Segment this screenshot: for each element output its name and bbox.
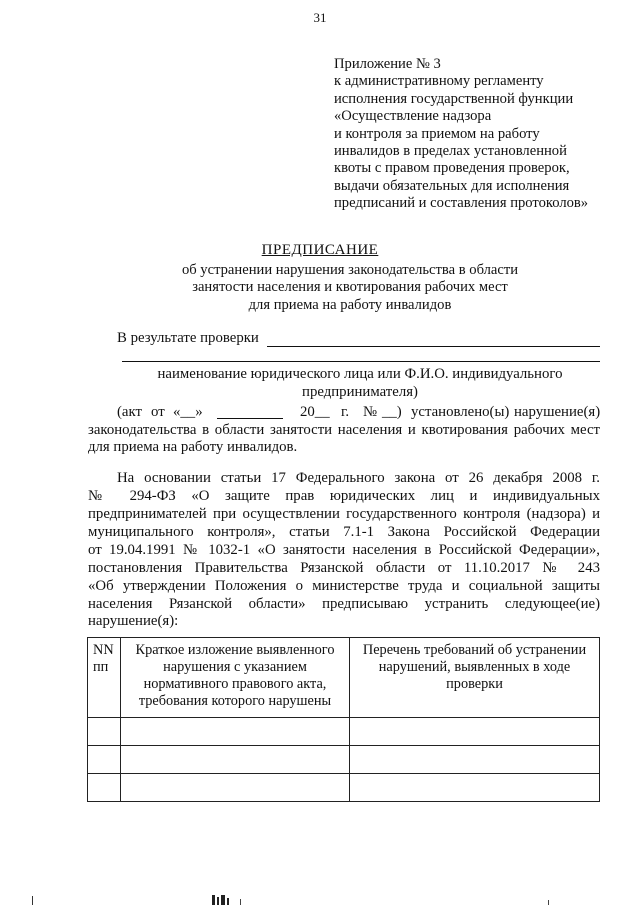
act-no: № — [363, 404, 378, 420]
table-cell[interactable] — [350, 774, 600, 802]
header-nn — [88, 638, 121, 718]
basis-line: постановления Правительства Рязанской области от 11.10.2017 № 243 — [88, 560, 600, 576]
header-text: нарушений, выявленных в ходе — [378, 659, 571, 675]
table-cell[interactable] — [121, 718, 350, 746]
appendix-line: инвалидов в пределах установленной — [334, 143, 567, 160]
document-title: ПРЕДПИСАНИЕ — [261, 242, 379, 258]
act-day: «__» — [173, 404, 203, 420]
header-text: требования которого нарушены — [138, 693, 332, 709]
table-cell[interactable] — [88, 746, 121, 774]
act-g: г. — [341, 404, 350, 420]
entity-caption — [120, 366, 600, 401]
basis-line: нарушение(я): — [88, 613, 179, 629]
requirements-table — [87, 637, 600, 802]
basis-line: № 294-ФЗ «О защите прав юридических лиц и индивидуальных — [88, 488, 600, 504]
header-text: Перечень требований об устранении — [362, 642, 587, 658]
appendix-line: исполнения государственной функции — [334, 90, 574, 107]
appendix-line: квоты с правом проведения проверок, — [334, 160, 570, 177]
header-text: NN — [93, 642, 114, 658]
entity-blank-line — [122, 361, 600, 362]
appendix-line: выдачи обязательных для исполнения — [334, 177, 570, 194]
check-label: В результате проверки — [117, 330, 259, 346]
appendix-block — [334, 56, 624, 213]
header-violation — [121, 638, 350, 718]
appendix-line: к административному регламенту — [334, 73, 544, 90]
act-line-2: законодательства в области занятости населения и квотирования рабочих мест — [88, 422, 600, 438]
subtitle-line: занятости населения и квотирования рабочих мест — [192, 279, 508, 296]
table-header-row — [88, 638, 600, 718]
table-row — [88, 746, 600, 774]
act-established: установлено(ы) — [411, 404, 510, 420]
subtitle-line: об устранении нарушения законодательства в области — [181, 262, 519, 278]
caption-line: предпринимателя) — [302, 383, 418, 400]
appendix-line: Приложение № 3 — [334, 56, 441, 72]
act-open: (акт — [117, 404, 142, 420]
appendix-line: «Осуществление надзора — [334, 108, 492, 125]
table-cell[interactable] — [350, 746, 600, 774]
header-text: пп — [93, 659, 109, 675]
act-violation: нарушение(я) — [514, 404, 601, 420]
act-no-blank: __) — [382, 404, 402, 420]
appendix-line: и контроля за приемом на работу — [334, 125, 540, 142]
header-requirements — [350, 638, 600, 718]
check-blank-line — [267, 346, 600, 347]
table-cell[interactable] — [121, 774, 350, 802]
header-text: нормативного правового акта, — [143, 676, 327, 692]
page-number: 31 — [313, 10, 327, 25]
table-cell[interactable] — [121, 746, 350, 774]
basis-line: муниципального контроля», статьи 7.1-1 Закона Российской Федерации — [88, 524, 600, 540]
act-from: от — [151, 404, 165, 420]
header-text: Краткое изложение выявленного — [135, 642, 335, 658]
table-row — [88, 718, 600, 746]
subtitle-line: для приема на работу инвалидов — [248, 296, 452, 313]
table-cell[interactable] — [88, 718, 121, 746]
basis-line: от 19.04.1991 № 1032-1 «О занятости населения в Российской Федерации», — [88, 542, 600, 558]
caption-line: наименование юридического лица или Ф.И.О. индивидуального — [157, 366, 563, 382]
appendix-line: предписаний и составления протоколов» — [334, 195, 589, 212]
header-text: проверки — [446, 676, 503, 692]
table-row — [88, 774, 600, 802]
act-line-3: для приема на работу инвалидов. — [88, 439, 298, 455]
header-text: нарушения с указанием — [163, 659, 307, 675]
act-month-blank — [217, 418, 283, 419]
table-cell[interactable] — [350, 718, 600, 746]
basis-line: предпринимателей при осуществлении государственного контроля (надзора) и — [88, 506, 600, 522]
basis-line: населения Рязанской области» предписываю устранить следующее(ие) — [88, 596, 600, 612]
table-cell[interactable] — [88, 774, 121, 802]
document-subtitle — [150, 262, 550, 314]
basis-line: На основании статьи 17 Федерального закона от 26 декабря 2008 г. — [117, 470, 600, 486]
basis-line: «Об утверждении Положения о министерстве труда и социальной защиты — [88, 578, 600, 594]
scan-artifact-marks — [0, 893, 640, 905]
act-year: 20__ — [300, 404, 330, 420]
